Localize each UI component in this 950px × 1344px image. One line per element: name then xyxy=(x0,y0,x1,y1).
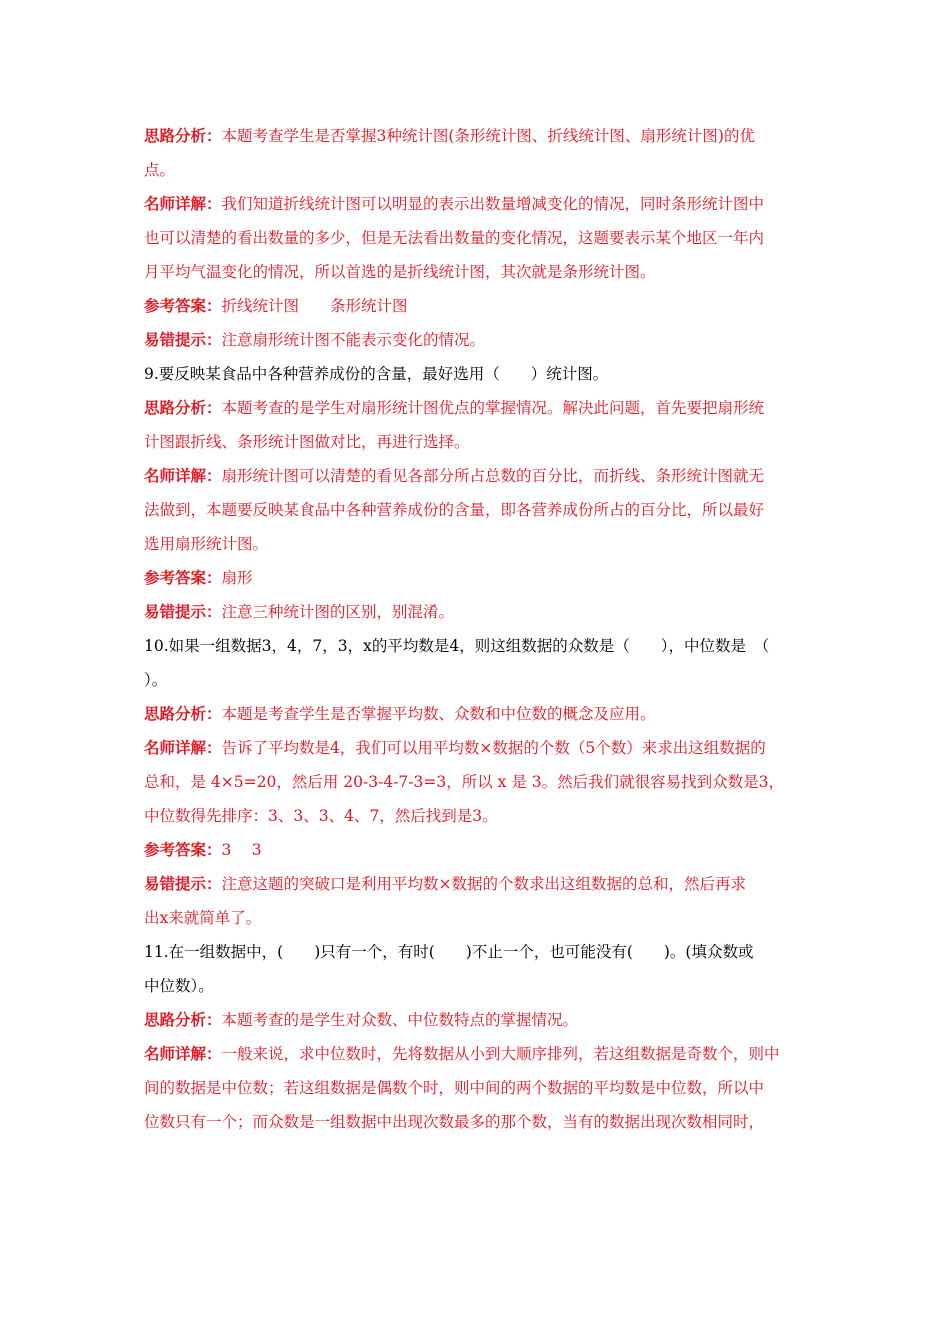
answer-line xyxy=(144,901,812,935)
answer-line xyxy=(144,289,812,323)
answer-line xyxy=(144,697,812,731)
section-label: 易错提示： xyxy=(144,875,222,893)
answer-line xyxy=(144,799,812,833)
line-text: 中位数）。 xyxy=(144,977,214,995)
line-text: 法做到，本题要反映某食品中各种营养成份的含量，即各营养成份所占的百分比，所以最好 xyxy=(144,501,765,519)
line-text: 本题考查的是学生对扇形统计图优点的掌握情况。解决此问题，首先要把扇形统 xyxy=(221,399,765,417)
question-line xyxy=(144,935,812,969)
answer-line xyxy=(144,833,812,867)
section-label: 易错提示： xyxy=(144,603,222,621)
line-text: 间的数据是中位数；若这组数据是偶数个时，则中间的两个数据的平均数是中位数，所以中 xyxy=(144,1079,765,1097)
line-text: 告诉了平均数是4，我们可以用平均数×数据的个数（5个数）来求出这组数据的 xyxy=(221,739,766,757)
line-text: 点。 xyxy=(144,161,176,179)
answer-line xyxy=(144,323,812,357)
line-text: ）。 xyxy=(144,671,168,689)
section-label: 思路分析： xyxy=(144,399,222,417)
answer-line xyxy=(144,1003,812,1037)
answer-line xyxy=(144,493,812,527)
answer-line xyxy=(144,731,812,765)
line-text: 扇形 xyxy=(221,569,253,587)
answer-line xyxy=(144,595,812,629)
section-label: 参考答案： xyxy=(144,297,222,315)
question-line xyxy=(144,969,812,1003)
question-line xyxy=(144,357,812,391)
line-text: 总和，是 4×5=20，然后用 20-3-4-7-3=3，所以 x 是 3。然后我们就很容易找到众数是3， xyxy=(144,773,784,791)
section-label: 参考答案： xyxy=(144,841,222,859)
line-text: 注意扇形统计图不能表示变化的情况。 xyxy=(221,331,486,349)
section-label: 易错提示： xyxy=(144,331,222,349)
answer-line xyxy=(144,425,812,459)
question-line xyxy=(144,629,812,663)
line-text: 选用扇形统计图。 xyxy=(144,535,269,553)
line-text: 本题是考查学生是否掌握平均数、众数和中位数的概念及应用。 xyxy=(221,705,656,723)
answer-line xyxy=(144,527,812,561)
section-label: 名师详解： xyxy=(144,195,222,213)
line-text: 一般来说，求中位数时，先将数据从小到大顺序排列，若这组数据是奇数个，则中 xyxy=(221,1045,780,1063)
section-label: 思路分析： xyxy=(144,127,222,145)
line-text: 计图跟折线、条形统计图做对比，再进行选择。 xyxy=(144,433,470,451)
line-text: 本题考查的是学生对众数、中位数特点的掌握情况。 xyxy=(221,1011,579,1029)
answer-line xyxy=(144,255,812,289)
answer-line xyxy=(144,765,812,799)
answer-line xyxy=(144,221,812,255)
section-label: 名师详解： xyxy=(144,467,222,485)
line-text: 也可以清楚的看出数量的多少，但是无法看出数量的变化情况，这题要表示某个地区一年内 xyxy=(144,229,765,247)
line-text: 我们知道折线统计图可以明显的表示出数量增减变化的情况，同时条形统计图中 xyxy=(221,195,765,213)
line-text: 注意三种统计图的区别，别混淆。 xyxy=(221,603,455,621)
answer-line xyxy=(144,561,812,595)
section-label: 思路分析： xyxy=(144,705,222,723)
answer-line xyxy=(144,867,812,901)
document-content xyxy=(144,119,812,1139)
answer-line xyxy=(144,153,812,187)
line-text: 折线统计图 条形统计图 xyxy=(221,297,408,315)
line-text: 9.要反映某食品中各种营养成份的含量，最好选用（ ）统计图。 xyxy=(144,365,609,383)
line-text: 3 3 xyxy=(221,841,262,859)
section-label: 参考答案： xyxy=(144,569,222,587)
answer-line xyxy=(144,187,812,221)
question-line xyxy=(144,663,812,697)
line-text: 本题考查学生是否掌握3种统计图(条形统计图、折线统计图、扇形统计图)的优 xyxy=(221,127,755,145)
line-text: 位数只有一个；而众数是一组数据中出现次数最多的那个数，当有的数据出现次数相同时， xyxy=(144,1113,765,1131)
line-text: 中位数得先排序：3、3、3、4、7，然后找到是3。 xyxy=(144,807,498,825)
answer-line xyxy=(144,391,812,425)
section-label: 名师详解： xyxy=(144,739,222,757)
answer-line xyxy=(144,1071,812,1105)
line-text: 扇形统计图可以清楚的看见各部分所占总数的百分比，而折线、条形统计图就无 xyxy=(221,467,765,485)
line-text: 10.如果一组数据3，4，7，3，x的平均数是4，则这组数据的众数是（ ），中位数是 （ xyxy=(144,637,770,655)
line-text: 注意这题的突破口是利用平均数×数据的个数求出这组数据的总和，然后再求 xyxy=(221,875,747,893)
line-text: 月平均气温变化的情况，所以首选的是折线统计图，其次就是条形统计图。 xyxy=(144,263,656,281)
section-label: 名师详解： xyxy=(144,1045,222,1063)
answer-line xyxy=(144,1037,812,1071)
answer-line xyxy=(144,119,812,153)
line-text: 出x来就简单了。 xyxy=(144,909,262,927)
answer-line xyxy=(144,459,812,493)
answer-line xyxy=(144,1105,812,1139)
section-label: 思路分析： xyxy=(144,1011,222,1029)
line-text: 11.在一组数据中，( )只有一个，有时( )不止一个，也可能没有( )。(填众数或 xyxy=(144,943,754,961)
